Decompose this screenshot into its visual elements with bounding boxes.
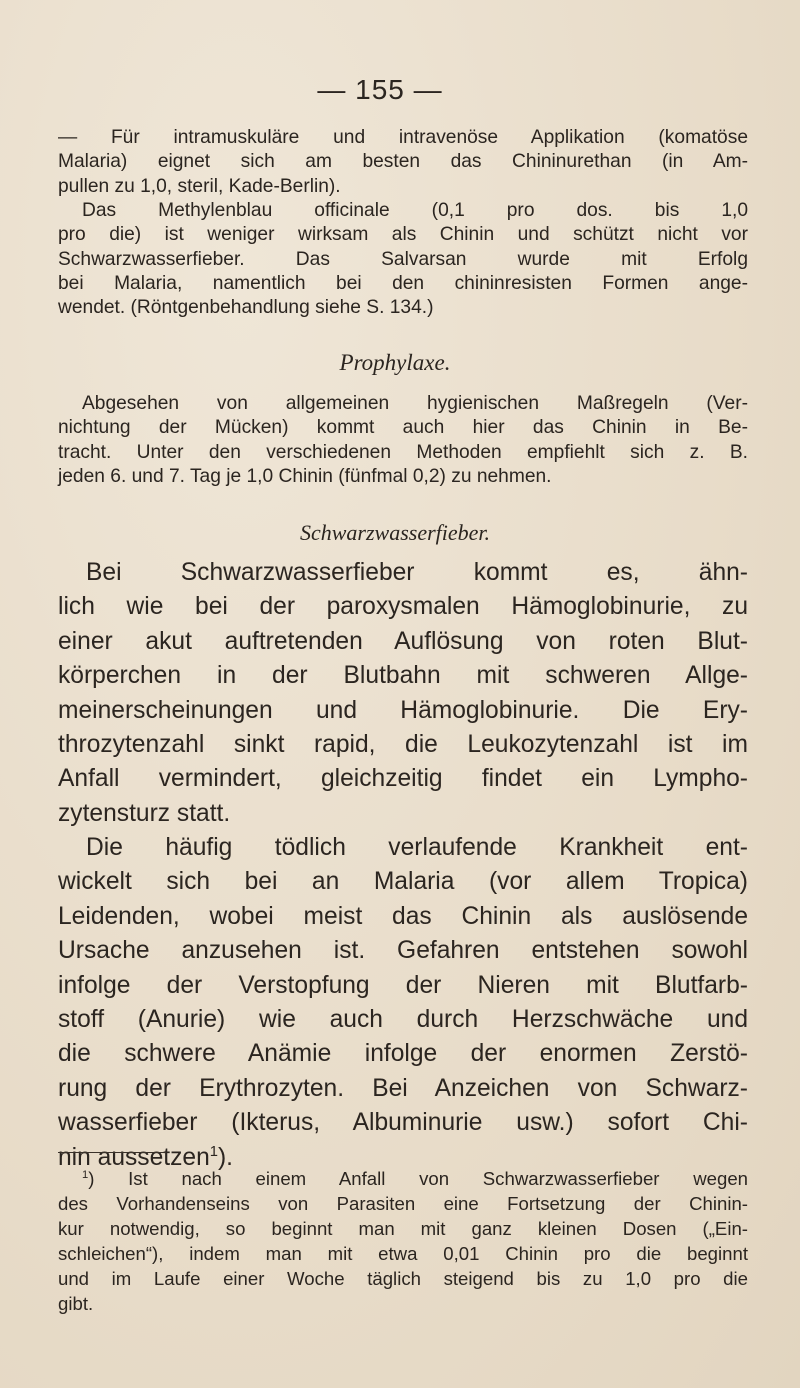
footnote-reference[interactable]: 1 (209, 1143, 218, 1160)
text-line: lich wie bei der paroxysmalen Hämoglobinurie, zu (58, 593, 748, 621)
paragraph-schwarzwasserfieber (58, 556, 748, 831)
text-line: einer akut auftretenden Auflösung von roten Blut- (58, 627, 748, 655)
text-fragment: ) Ist nach einem Anfall von Schwarzwasserfieber wegen (88, 1168, 748, 1189)
text-line: — Für intramuskuläre und intravenöse Applikation (komatöse (58, 127, 748, 148)
text-line: Anfall vermindert, gleichzeitig findet ein Lympho- (58, 765, 748, 793)
text-line: Abgesehen von allgemeinen hygienischen Maßregeln (Ver- (82, 393, 748, 414)
text-line: rung der Erythrozyten. Bei Anzeichen von Schwarz- (58, 1074, 748, 1102)
text-line: Leidenden, wobei meist das Chinin als auslösende (58, 902, 748, 930)
text-line: schleichen“), indem man mit etwa 0,01 Chinin pro die beginnt (58, 1243, 748, 1264)
paragraph-krankheit (58, 831, 748, 1175)
text-line: tracht. Unter den verschiedenen Methoden empfiehlt sich z. B. (58, 441, 748, 463)
section-heading-prophylaxe: Prophylaxe. (339, 350, 451, 375)
text-line: wickelt sich bei an Malaria (vor allem Tropica) (58, 868, 748, 896)
text-line: Schwarzwasserfieber. Das Salvarsan wurde mit Erfolg (58, 248, 748, 270)
text-line: kur notwendig, so beginnt man mit ganz kleinen Dosen („Ein- (58, 1218, 748, 1239)
text-line: des Vorhandenseins von Parasiten eine Fortsetzung der Chinin- (58, 1193, 748, 1214)
text-line: nichtung der Mücken) kommt auch hier das Chinin in Be- (58, 417, 748, 439)
section-heading-schwarzwasserfieber: Schwarzwasserfieber. (299, 520, 491, 545)
text-line: infolge der Verstopfung der Nieren mit Blutfarb- (58, 971, 748, 999)
text-line (58, 1166, 748, 1191)
text-fragment: ). (217, 1143, 234, 1171)
text-line: bei Malaria, namentlich bei den chininresisten Formen ange- (58, 272, 748, 294)
text-line: meinerscheinungen und Hämoglobinurie. Die Ery- (58, 696, 748, 724)
text-line: wendet. (Röntgenbehandlung siehe S. 134.) (58, 297, 434, 319)
text-line: die schwere Anämie infolge der enormen Zerstö- (58, 1040, 748, 1068)
text-line: throzytenzahl sinkt rapid, die Leukozytenzahl ist im (58, 731, 748, 759)
text-line: zytensturz statt. (58, 799, 231, 827)
text-line: pullen zu 1,0, steril, Kade-Berlin). (58, 175, 341, 197)
page-number: — 155 — (317, 74, 443, 105)
text-line: wasserfieber (Ikterus, Albuminurie usw.) sofort Chi- (58, 1109, 748, 1137)
text-fragment: nin aussetzen (58, 1143, 210, 1171)
footnote (58, 1166, 748, 1316)
text-line: Malaria) eignet sich am besten das Chininurethan (in Am- (58, 151, 748, 173)
paragraph-prophylaxe (58, 392, 748, 489)
text-line: Das Methylenblau officinale (0,1 pro dos. bis 1,0 (82, 200, 748, 221)
text-line: gibt. (58, 1293, 94, 1314)
text-line: stoff (Anurie) wie auch durch Herzschwäche und (58, 1006, 748, 1034)
text-line: und im Laufe einer Woche täglich steigend bis zu 1,0 pro die (58, 1268, 748, 1289)
footnote-divider (58, 1152, 166, 1153)
text-line: Bei Schwarzwasserfieber kommt es, ähn- (86, 559, 748, 586)
text-line: Ursache anzusehen ist. Gefahren entstehen sowohl (58, 937, 748, 965)
text-line: körperchen in der Blutbahn mit schweren Allge- (58, 662, 748, 690)
text-line: pro die) ist weniger wirksam als Chinin und schützt nicht vor (58, 224, 748, 246)
paragraph-application (58, 126, 748, 199)
text-line: jeden 6. und 7. Tag je 1,0 Chinin (fünfmal 0,2) zu nehmen. (58, 465, 552, 487)
footnote-marker: 1 (82, 1168, 89, 1181)
paragraph-methylenblau (58, 199, 748, 320)
text-line: Die häufig tödlich verlaufende Krankheit ent- (86, 834, 748, 861)
